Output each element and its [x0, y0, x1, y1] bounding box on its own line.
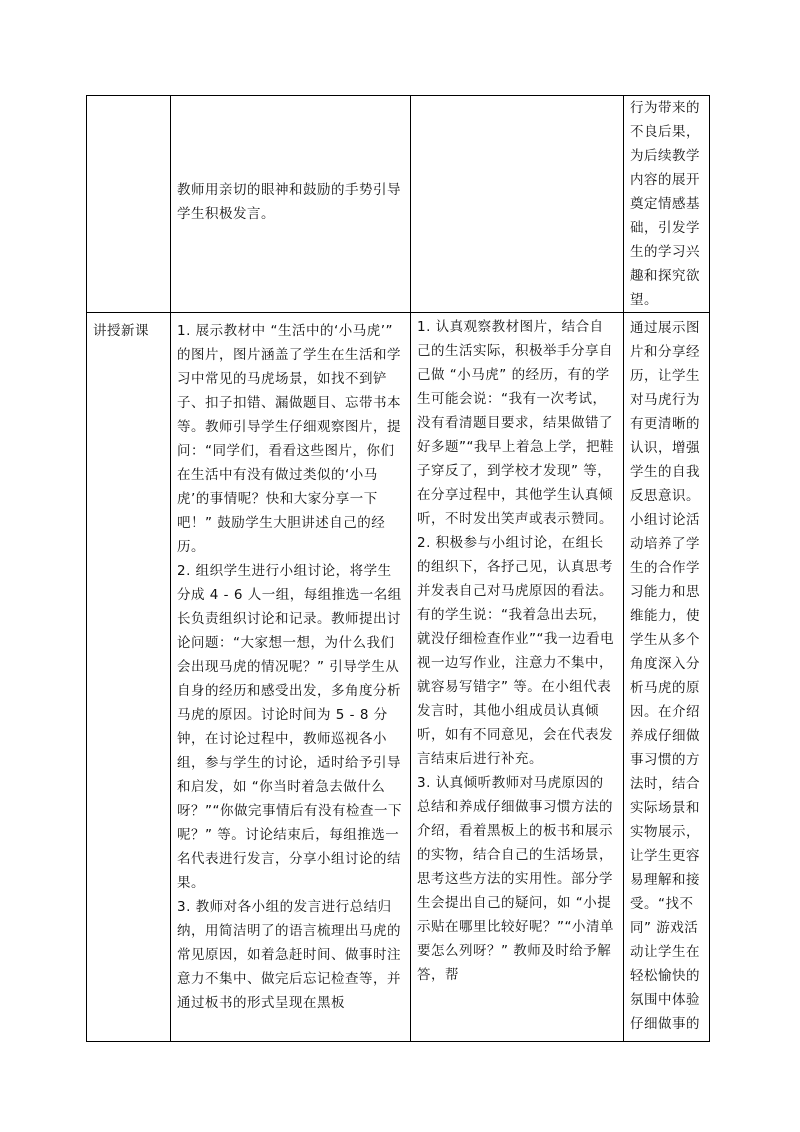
teacher-activity-text: 教师用亲切的眼神和鼓励的手势引导学生积极发言。: [177, 182, 401, 222]
student-activity-cell: [411, 96, 624, 313]
design-intent-text: 行为带来的不良后果，为后续教学内容的展开奠定情感基础，引发学生的学习兴趣和探究欲望。: [630, 100, 700, 308]
student-activity-text: [411, 96, 623, 99]
table-row: [87, 313, 710, 1042]
lesson-plan-table: [86, 95, 710, 1042]
stage-cell: [87, 96, 171, 313]
stage-label: [87, 96, 170, 99]
teacher-activity-cell: [171, 96, 411, 313]
design-intent-text: 通过展示图片和分享经历，让学生对马虎行为有更清晰的认识，增强学生的自我反思意识。小组讨论活动培养了学生的合作学习能力和思维能力，使学生从多个角度深入分析马虎的原因。在介绍养成仔细做事习惯的方法时，结合实际场景和实物展示，让学生更容易理解和接受。“找不同” 游戏活动让学生在轻松愉快的氛围中体验仔细做事的: [630, 320, 700, 1032]
student-activity-item-1: 1. 认真观察教材图片，结合自己的生活实际，积极举手分享自己做 “小马虎” 的经历，有的学生可能会说：“我有一次考试，没有看清题目要求，结果做错了好多题”“我早上着急上学，把鞋子穿反了，到学校才发现” 等，在分享过程中，其他学生认真倾听，不时发出笑声或表示赞同。: [417, 319, 614, 527]
stage-label: 讲授新课: [93, 323, 149, 339]
teacher-activity-cell: [171, 313, 411, 1042]
stage-cell: [87, 313, 171, 1042]
student-activity-item-2: 2. 积极参与小组讨论，在组长的组织下，各抒己见，认真思考并发表自己对马虎原因的看法。有的学生说：“我着急出去玩，就没仔细检查作业”“我一边看电视一边写作业，注意力不集中，就容易写错字” 等。在小组代表发言时，其他小组成员认真倾听，如有不同意见，会在代表发言结束后进行补充。: [417, 535, 614, 767]
design-intent-cell: [624, 96, 710, 313]
student-activity-cell: [411, 313, 624, 1042]
teacher-activity-item-3: 3. 教师对各小组的发言进行总结归纳，用简洁明了的语言梳理出马虎的常见原因，如着急赶时间、做事时注意力不集中、做完后忘记检查等，并通过板书的形式呈现在黑板: [177, 899, 401, 1011]
teacher-activity-item-1: 1. 展示教材中 “生活中的‘小马虎’” 的图片，图片涵盖了学生在生活和学习中常见的马虎场景，如找不到铲子、扣子扣错、漏做题目、忘带书本等。教师引导学生仔细观察图片，提问：“同学们，看看这些图片，你们在生活中有没有做过类似的‘小马虎’的事情呢？快和大家分享一下吧！” 鼓励学生大胆讲述自己的经历。: [177, 323, 401, 555]
design-intent-cell: [624, 313, 710, 1042]
student-activity-item-3: 3. 认真倾听教师对马虎原因的总结和养成仔细做事习惯方法的介绍，看着黑板上的板书和展示的实物，结合自己的生活场景，思考这些方法的实用性。部分学生会提出自己的疑问，如 “小提示贴在哪里比较好呢？”“小清单要怎么列呀？” 教师及时给予解答，帮: [417, 775, 614, 983]
table-row: [87, 96, 710, 313]
teacher-activity-item-2: 2. 组织学生进行小组讨论，将学生分成 4 - 6 人一组，每组推选一名组长负责组织讨论和记录。教师提出讨论问题：“大家想一想，为什么我们会出现马虎的情况呢？” 引导学生从自身的经历和感受出发，多角度分析马虎的原因。讨论时间为 5 - 8 分钟，在讨论过程中，教师巡视各小组，参与学生的讨论，适时给予引导和启发，如 “你当时着急去做什么呀？”“你做完事情后有没有检查一下呢？” 等。讨论结束后，每组推选一名代表进行发言，分享小组讨论的结果。: [177, 563, 402, 891]
